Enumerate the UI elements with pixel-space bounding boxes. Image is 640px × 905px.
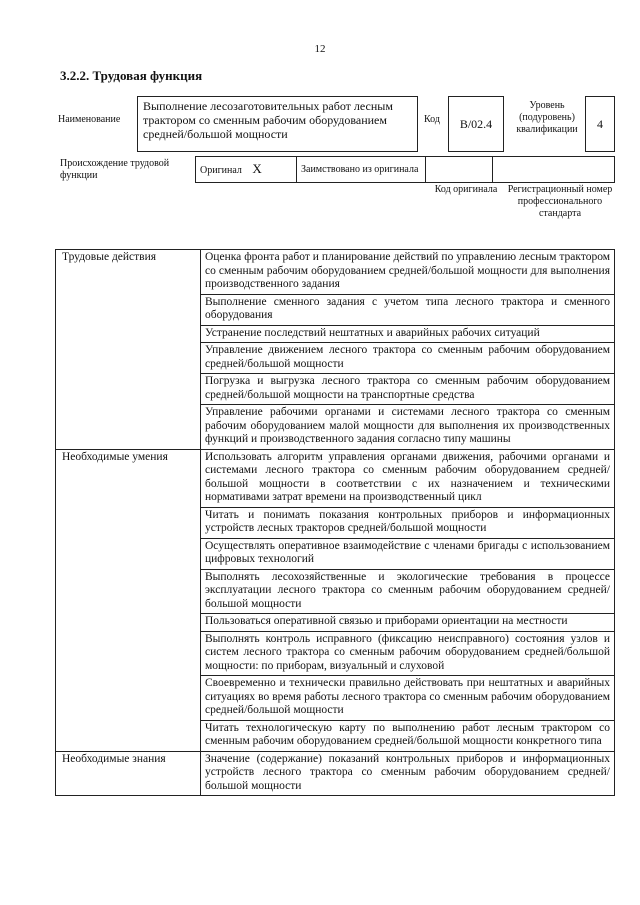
table-cell-item: Выполнять лесохозяйственные и экологические требования в процессе эксплуатации лесного трактора со сменным рабочим оборудованием средней/большой мощности bbox=[201, 569, 615, 614]
section-category: Необходимые умения bbox=[56, 449, 201, 751]
table-cell-item: Выполнение сменного задания с учетом типа лесного трактора и сменного оборудования bbox=[201, 294, 615, 325]
table-cell-item: Читать технологическую карту по выполнению работ лесным трактором со сменным рабочим оборудованием средней/большой мощности конкретного типа bbox=[201, 720, 615, 751]
table-row bbox=[56, 449, 615, 507]
table-row bbox=[56, 751, 615, 796]
section-category: Трудовые действия bbox=[56, 250, 201, 450]
borrowed-label: Заимствовано из оригинала bbox=[301, 164, 419, 175]
table-cell-item: Погрузка и выгрузка лесного трактора со сменным рабочим оборудованием средней/большой мощности на транспортные средства bbox=[201, 374, 615, 405]
function-table bbox=[55, 249, 615, 796]
function-code: В/02.4 bbox=[448, 96, 504, 152]
table-cell-item: Управление движением лесного трактора со сменным рабочим оборудованием средней/большой мощности bbox=[201, 343, 615, 374]
code-label: Код bbox=[424, 114, 440, 125]
table-cell-item: Пользоваться оперативной связью и приборами ориентации на местности bbox=[201, 614, 615, 632]
table-cell-item: Управление рабочими органами и системами лесного трактора со сменным рабочим оборудованием малой мощности для выполнения их производственных функций и производственного задания согласно типу машины bbox=[201, 405, 615, 450]
qualification-level: 4 bbox=[585, 96, 615, 152]
table-cell-item: Читать и понимать показания контрольных приборов и информационных устройств лесных тракторов средней/большой мощности bbox=[201, 507, 615, 538]
table-cell-item: Своевременно и технически правильно действовать при нештатных и аварийных ситуациях во время работы лесного трактора со сменным рабочим оборудованием средней/большой мощности bbox=[201, 676, 615, 721]
borrowed-cell bbox=[297, 157, 426, 183]
function-name: Выполнение лесозаготовительных работ лесным трактором со сменным рабочим оборудованием средней/большой мощности bbox=[137, 96, 418, 152]
table-cell-item: Оценка фронта работ и планирование действий по управлению лесным трактором со сменным рабочим оборудованием средней/большой мощности для выполнения производственного задания bbox=[201, 250, 615, 295]
table-cell-item: Использовать алгоритм управления органами движения, рабочими органами и системами лесного трактора со сменным рабочим оборудованием средней/большой мощности в соответствии с их назначением и техническими нормативами затрат времени на производственный цикл bbox=[201, 449, 615, 507]
table-cell-item: Устранение последствий нештатных и аварийных рабочих ситуаций bbox=[201, 325, 615, 343]
name-label: Наименование bbox=[58, 114, 121, 125]
regnum-caption: Регистрационный номер профессионального стандарта bbox=[507, 184, 613, 219]
original-mark: X bbox=[252, 161, 262, 176]
section-title: 3.2.2. Трудовая функция bbox=[60, 68, 203, 83]
page-number: 12 bbox=[314, 43, 326, 55]
table-cell-item: Значение (содержание) показаний контрольных приборов и информационных устройств лесного трактора со сменным рабочим оборудованием средней/большой мощности bbox=[201, 751, 615, 796]
section-category: Необходимые знания bbox=[56, 751, 201, 796]
table-cell-item: Осуществлять оперативное взаимодействие с членами бригады с использованием цифровых технологий bbox=[201, 538, 615, 569]
code-cell bbox=[426, 157, 493, 183]
original-label: Оригинал bbox=[200, 165, 242, 176]
table-cell-item: Выполнять контроль исправного (фиксацию неисправного) состояния узлов и систем лесного трактора со сменным рабочим оборудованием средней/большой мощности: по приборам, визуальный и слуховой bbox=[201, 631, 615, 676]
original-cell bbox=[196, 157, 297, 183]
table-row bbox=[56, 250, 615, 295]
regnum-cell bbox=[493, 157, 615, 183]
level-label: Уровень (подуровень) квалификации bbox=[516, 100, 578, 135]
code-original-caption: Код оригинала bbox=[434, 184, 498, 195]
origin-table bbox=[195, 156, 615, 183]
origin-label: Происхождение трудовой функции bbox=[60, 158, 170, 181]
